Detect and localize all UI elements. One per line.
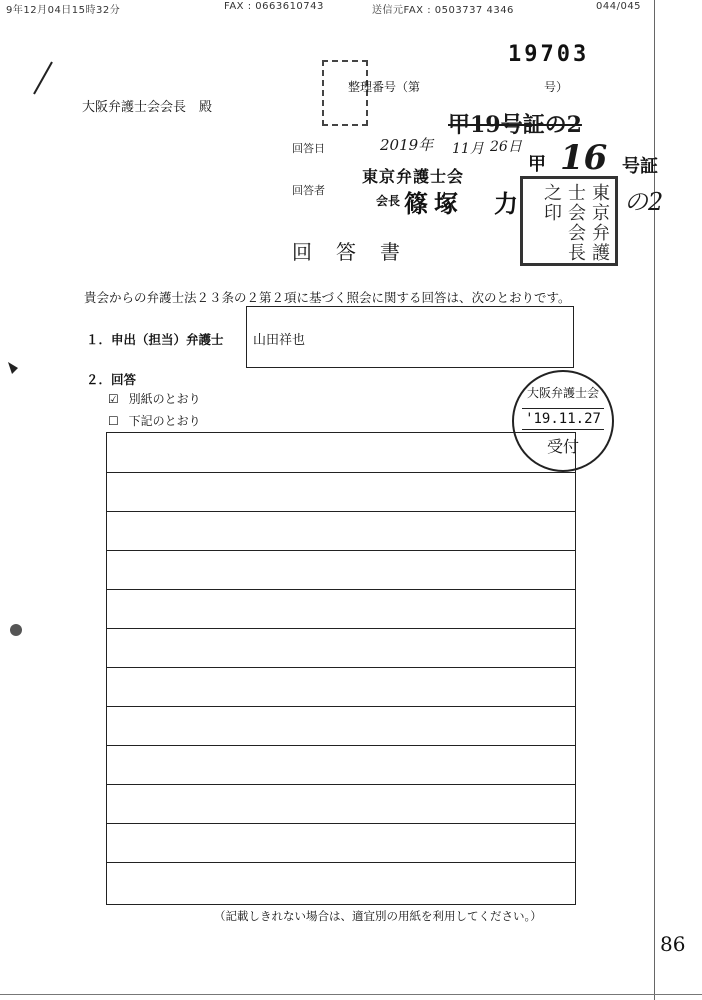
table-rule (107, 667, 575, 668)
reply-date-label: 回答日 (292, 142, 325, 155)
table-rule (107, 823, 575, 824)
respondent-title: 会長 (376, 194, 401, 208)
fax-page-count: 044/045 (596, 1, 642, 12)
ref-number-suffix: 号） (544, 80, 569, 94)
checkbox-empty-icon: ☐ (108, 414, 119, 428)
exhibit-prefix: 甲 (528, 154, 546, 175)
option-label: 下記のとおり (128, 414, 201, 428)
table-rule (107, 589, 575, 590)
exhibit-sub-number: の2 (624, 188, 664, 216)
received-stamp-label: 受付 (546, 437, 579, 456)
reply-date-month: 11月 (452, 141, 484, 157)
fax-from-number: FAX : 0663610743 (224, 1, 324, 12)
pen-stroke-mark (28, 58, 58, 98)
table-rule (107, 745, 575, 746)
document-title: 回 答 書 (292, 240, 402, 264)
reply-date-day: 26日 (490, 139, 522, 155)
exhibit-number-old: 甲19号証の2 (448, 112, 582, 138)
table-rule (107, 472, 575, 473)
intro-text: 貴会からの弁護士法２３条の２第２項に基づく照会に関する回答は、次のとおりです。 (84, 290, 571, 305)
page-bottom-line (0, 994, 702, 995)
section2-label: ２．回答 (86, 372, 137, 387)
received-stamp-org: 大阪弁護士会 (526, 386, 599, 400)
respondent-name: 篠塚 力 (404, 190, 524, 218)
page-edge-line (654, 0, 655, 1000)
attorney-name-box (246, 306, 574, 368)
reply-date-year: 2019年 (380, 136, 434, 154)
footnote: （記載しきれない場合は、適宜別の用紙を利用してください。） (214, 909, 542, 923)
addressee: 大阪弁護士会会長 殿 (82, 100, 213, 115)
fax-received-time: 9年12月04日15時32分 (6, 5, 121, 16)
official-seal-stamp (520, 176, 618, 266)
checkbox-checked-icon: ☑ (108, 392, 119, 406)
official-seal-text: 東京弁護士会会長之印 (541, 183, 610, 263)
answer-table (106, 432, 576, 905)
page-number: 86 (660, 932, 686, 956)
respondent-org: 東京弁護士会 (362, 167, 465, 186)
section1-label: １．申出（担当）弁護士 (86, 332, 224, 347)
table-rule (107, 511, 575, 512)
exhibit-suffix: 号証 (622, 156, 658, 177)
attorney-name: 山田祥也 (253, 333, 306, 348)
filing-number-stamp: 19703 (508, 42, 590, 67)
option-attached (108, 390, 201, 407)
table-rule (107, 862, 575, 863)
table-rule (107, 550, 575, 551)
option-label: 別紙のとおり (128, 392, 201, 406)
option-below (108, 412, 201, 429)
ref-number-label: 整理番号（第 (348, 80, 421, 94)
table-rule (107, 706, 575, 707)
table-rule (107, 784, 575, 785)
received-stamp-date: '19.11.27 (522, 408, 604, 430)
table-rule (107, 628, 575, 629)
punch-hole-mark (8, 620, 24, 640)
fax-to-number: 送信元FAX : 0503737 4346 (372, 5, 514, 16)
exhibit-number: 16 (560, 138, 608, 178)
punch-hole-mark (6, 360, 20, 376)
respondent-label: 回答者 (292, 184, 325, 197)
